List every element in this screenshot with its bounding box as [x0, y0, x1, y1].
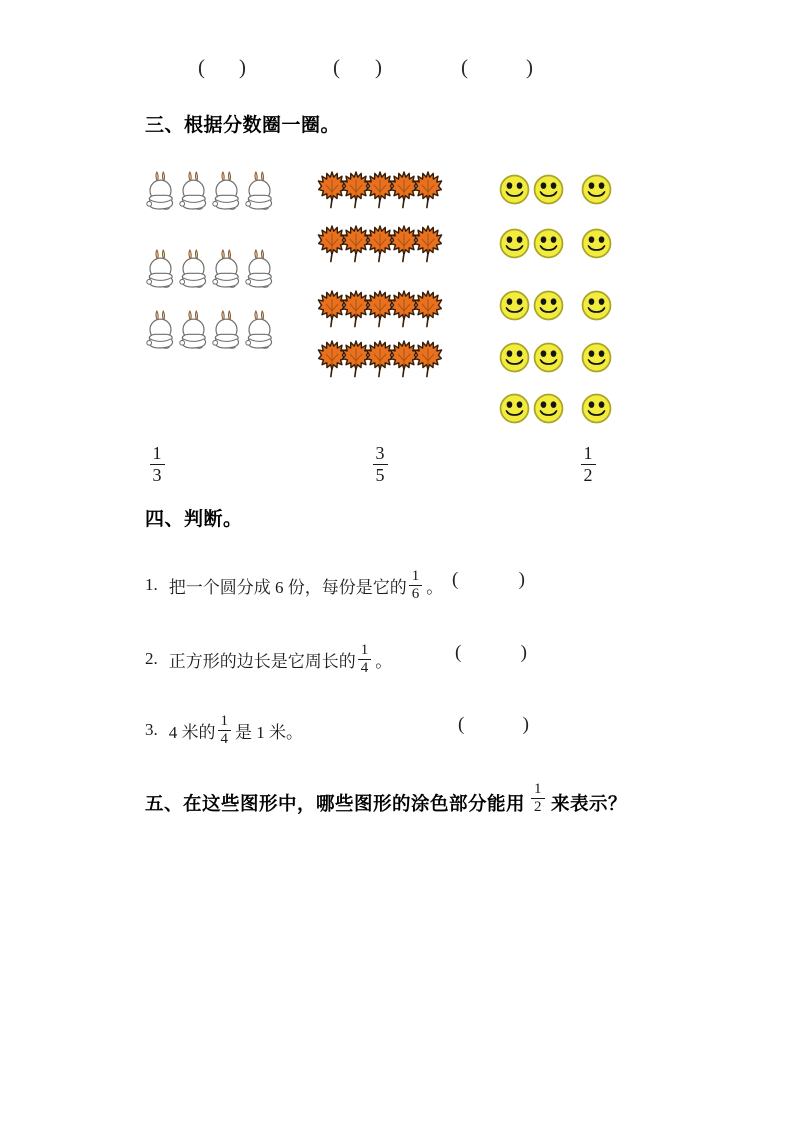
- answer-blank: [458, 714, 529, 736]
- judgment-item-1: [145, 560, 443, 610]
- fraction-denominator: 5: [373, 464, 388, 485]
- rabbit-icon: [145, 308, 176, 353]
- icon-row: [317, 290, 443, 328]
- fraction-denominator: 4: [358, 659, 372, 676]
- icon-row: [145, 169, 275, 214]
- rabbit-icon: [145, 247, 176, 292]
- answer-blank: [461, 55, 533, 80]
- judgment-item-2: [145, 634, 392, 684]
- section5-heading: [145, 768, 627, 816]
- rabbit-icon: [244, 169, 275, 214]
- maple-leaf-group: [317, 171, 443, 378]
- fraction-three-fifths: [366, 444, 394, 485]
- close-paren: ): [375, 55, 382, 79]
- fraction-numerator: 3: [375, 443, 385, 463]
- item-number: 2.: [145, 649, 158, 668]
- fraction-one-sixth: [409, 569, 423, 602]
- close-paren: ): [522, 714, 529, 735]
- icon-row: [499, 228, 612, 259]
- close-paren: ): [518, 569, 525, 590]
- item-text: 是 1 米。: [235, 722, 303, 742]
- item-text: 。: [426, 577, 444, 597]
- icon-row: [499, 342, 612, 373]
- fraction-one-fourth: [218, 714, 232, 747]
- answer-blank: [455, 642, 527, 664]
- open-paren: (: [333, 55, 340, 79]
- open-paren: (: [458, 714, 465, 735]
- smiley-face-icon: [533, 228, 564, 259]
- answer-blank: [333, 55, 382, 80]
- fraction-numerator: 1: [411, 567, 420, 584]
- open-paren: (: [461, 55, 468, 79]
- rabbit-icon: [178, 169, 209, 214]
- fraction-denominator: 3: [150, 464, 165, 485]
- icon-row: [145, 308, 275, 353]
- rabbit-icon: [178, 247, 209, 292]
- fraction-denominator: 4: [218, 730, 232, 747]
- item-text: 。: [375, 651, 393, 671]
- fraction-one-third: [143, 444, 171, 485]
- smiley-face-icon: [499, 342, 530, 373]
- section4-heading: 四、判断。: [145, 509, 243, 530]
- smiley-face-icon: [533, 393, 564, 424]
- fraction-numerator: 1: [583, 443, 593, 463]
- smiley-face-icon: [581, 228, 612, 259]
- item-text: 4 米的: [168, 722, 216, 742]
- smiley-face-icon: [533, 290, 564, 321]
- maple-leaf-icon: [413, 225, 443, 263]
- open-paren: (: [452, 569, 459, 590]
- heading-text: 五、在这些图形中，哪些图形的涂色部分能用: [145, 793, 526, 814]
- fraction-numerator: 1: [220, 712, 228, 729]
- smiley-face-icon: [499, 393, 530, 424]
- icon-row: [499, 393, 612, 424]
- maple-leaf-icon: [413, 340, 443, 378]
- icon-row: [145, 247, 275, 292]
- answer-blank: [198, 55, 246, 80]
- fraction-denominator: 2: [531, 798, 545, 816]
- open-paren: (: [198, 55, 205, 79]
- fraction-denominator: 6: [409, 585, 423, 602]
- smiley-face-icon: [581, 290, 612, 321]
- rabbit-group: [145, 169, 275, 353]
- smiley-face-icon: [499, 228, 530, 259]
- icon-row: [499, 174, 612, 205]
- fraction-denominator: 2: [581, 464, 596, 485]
- smiley-face-icon: [581, 393, 612, 424]
- icon-row: [317, 171, 443, 209]
- rabbit-icon: [211, 247, 242, 292]
- smiley-face-icon: [499, 174, 530, 205]
- icon-row: [499, 290, 612, 321]
- rabbit-icon: [244, 308, 275, 353]
- fraction-one-half: [531, 782, 545, 817]
- section3-heading: 三、根据分数圈一圈。: [145, 115, 341, 136]
- item-number: 1.: [145, 575, 158, 594]
- item-number: 3.: [145, 720, 158, 739]
- close-paren: ): [520, 642, 527, 663]
- close-paren: ): [526, 55, 533, 79]
- fraction-one-fourth: [358, 643, 372, 676]
- heading-text: 来表示？: [551, 793, 628, 814]
- icon-row: [317, 225, 443, 263]
- smiley-face-icon: [499, 290, 530, 321]
- fraction-numerator: 1: [360, 641, 369, 658]
- rabbit-icon: [211, 169, 242, 214]
- smiley-face-icon: [533, 174, 564, 205]
- icon-row: [317, 340, 443, 378]
- fraction-numerator: 1: [152, 443, 162, 463]
- fraction-one-half: [574, 444, 602, 485]
- rabbit-icon: [211, 308, 242, 353]
- smiley-face-icon: [581, 174, 612, 205]
- smiley-face-group: [499, 174, 612, 424]
- maple-leaf-icon: [413, 290, 443, 328]
- item-text: 把一个圆分成 6 份，每份是它的: [168, 577, 407, 597]
- open-paren: (: [455, 642, 462, 663]
- smiley-face-icon: [581, 342, 612, 373]
- rabbit-icon: [244, 247, 275, 292]
- smiley-face-icon: [533, 342, 564, 373]
- rabbit-icon: [178, 308, 209, 353]
- fraction-numerator: 1: [534, 780, 543, 797]
- maple-leaf-icon: [413, 171, 443, 209]
- item-text: 正方形的边长是它周长的: [168, 651, 356, 671]
- rabbit-icon: [145, 169, 176, 214]
- close-paren: ): [239, 55, 246, 79]
- judgment-item-3: [145, 705, 303, 755]
- answer-blank: [452, 569, 525, 591]
